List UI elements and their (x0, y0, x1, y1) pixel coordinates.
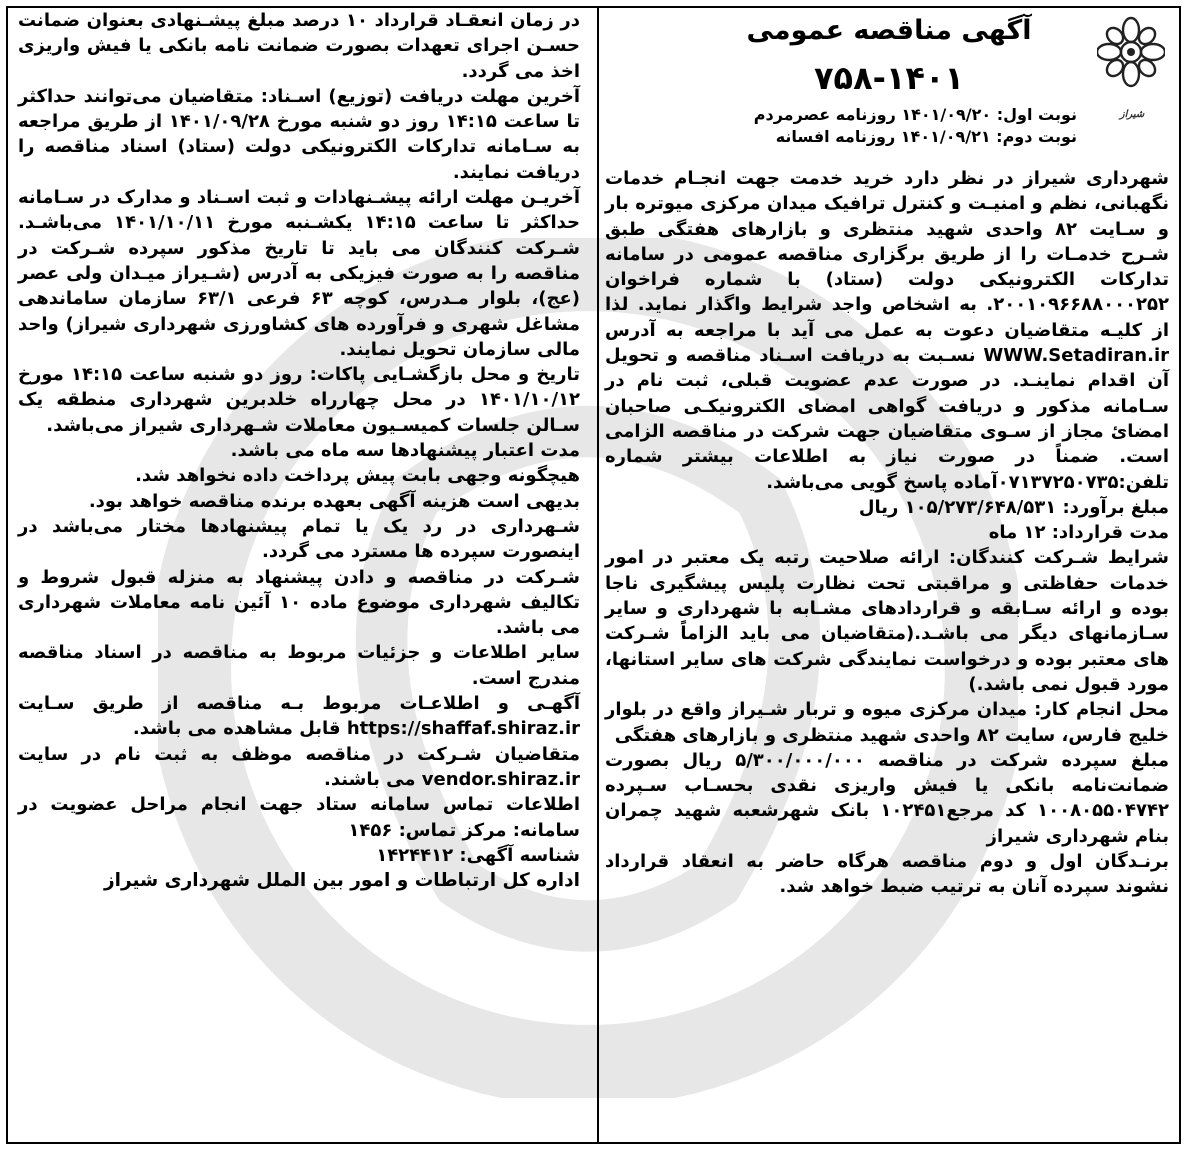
intro-paragraph: شهرداری شیراز در نظر دارد خرید خدمت جهت انجـام خدمات نگهبانی، نظم و امنیـت و کنترل ترافیک میدان مرکزی میوتره بار و سـایت ۸۲ واحدی شهید منتظری و بازارهای هفتگی طبق شـرح خدمـات را از طریق برگزاری مناقصه عمومی در سامانه تدارکات الکترونیکی دولت (ستاد) با شماره فراخوان ۲۰۰۱۰۹۶۶۸۸۰۰۰۲۵۲. به اشخاص واجد شرایط واگذار نماید. لذا از کلیـه متقاضیان دعوت به عمل می آید با مراجعه به آدرس WWW.Setadiran.ir نسـبت به دریافت اسـناد مناقصه و تحویل آن اقدام نماینـد. در صورت عدم عضویت قبلی، ثبت نام در سـامانه مذکور و دریافت گواهی امضای الکترونیکـی صاحبان امضائ مجاز از سـوی متقاضیان جهت شرکت در مناقصه الزامی است. ضمناً در صورت نیاز به اطلاعات بیشتر شماره تلفن:۰۷۱۳۷۲۵۰۷۳۵آماده پاسخ گویی می‌باشد. (605, 168, 1169, 493)
work-location: محل انجام کار: میدان مرکزی میوه و تربار شـیراز واقع در بلوار خلیج فارس، سایت ۸۲ واحدی شهید منتظری و بازارهای هفتگی (605, 699, 1169, 746)
contract-duration: مدت قرارداد: ۱۲ ماه (988, 522, 1169, 544)
website-info: آگهـی و اطلاعـات مربوط بـه مناقصه از طریق سـایت https://shaffaf.shiraz.ir قابل مشاهده می باشد. (18, 693, 580, 740)
vendor-registration: متقاضیان شـرکت در مناقصه موظف به ثبت نام در سایت vendor.shiraz.ir می باشند. (18, 743, 580, 790)
contact-info: اطلاعات تماس سامانه ستاد جهت انجام مراحل عضویت در سامانه: مرکز تماس: ۱۴۵۶ (18, 794, 580, 841)
rejection-right: شـهرداری در رد یک یا تمام پیشنهادها مختار می‌باشد در اینصورت سپرده ها مسترد می گردد. (18, 515, 580, 563)
performance-guarantee: در زمان انعقـاد قرارداد ۱۰ درصد مبلغ پیشـنهادی بعنوان ضمانت حسـن اجرای تعهدات بصورت ضمانت نامه بانکی یا فیش واریزی اخذ می گردد. (18, 10, 580, 82)
right-column (599, 8, 1179, 1144)
opening-date-location: تاریخ و محل بازگشـایی پاکات: روز دو شنبه ساعت ۱۴:۱۵ مورخ ۱۴۰۱/۱۰/۱۲ در محل چهارراه خلدبرین شهرداری منطقه یک سـالن جلسات کمیسـیون معاملات شـهرداری شیراز می‌باشد. (18, 364, 581, 436)
shiraz-municipality-logo-icon (1097, 16, 1165, 100)
publication-round-1: نوبت اول: ۱۴۰۱/۰۹/۲۰ روزنامه عصرمردم (753, 105, 1077, 124)
left-column (8, 8, 588, 1144)
notice-title: آگهی مناقصه عمومی (746, 15, 1032, 46)
tender-notice (6, 6, 1181, 1144)
acceptance-of-terms: شـرکت در مناقصه و دادن پیشنهاد به منزله قبول شروط و تکالیف شهرداری موضوع ماده ۱۰ آئین نامه معاملات شهرداری می باشد. (18, 566, 580, 639)
logo-caption: شیراز (1119, 109, 1145, 120)
publication-round-2: نوبت دوم: ۱۴۰۱/۰۹/۲۱ روزنامه افسانه (775, 127, 1077, 146)
deposit-amount: مبلغ سپرده شرکت در مناقصه ۵/۳۰۰/۰۰۰/۰۰۰ ریال بصورت ضمانت‌نامه بانکی یا فیش واریزی نقدی بحسـاب سـپرده ۱۰۰۸۰۵۵۰۴۷۴۲ کد مرجع۱۰۲۴۵۱ بانک شهرشعبه شهید چمران بنام شهرداری شیراز (605, 749, 1169, 847)
other-info: سایر اطلاعات و جزئیات مربوط به مناقصه در اسناد مناقصه مندرج است. (18, 642, 580, 689)
issuer-signature: اداره کل ارتباطات و امور بین الملل شهرداری شیراز (104, 870, 580, 892)
advert-cost: بدیهی است هزینه آگهی بعهده برنده مناقصه خواهد بود. (88, 490, 580, 512)
no-prepayment: هیچگونه وجهی بابت پیش پرداخت داده نخواهد شد. (135, 465, 580, 487)
proposal-deadline: آخریـن مهلت ارائه پیشـنهادات و ثبت اسـناد و مدارک در سـامانه حداکثر تا ساعت ۱۴:۱۵ یکشـنبه مورخ ۱۴۰۱/۱۰/۱۱ می‌باشـد. شـرکت کنندگان می باید تا تاریخ مذکور سپرده شـرکت در مناقصه را به صورت فیزیکی به آدرس (شـیراز میـدان ولی عصر (عج)، بلوار مـدرس، کوچه ۶۳ فرعی ۶۳/۱ سازمان ساماندهی مشاغل شهری و فرآورده های کشاورزی شهرداری شیراز) واحد مالی سازمان تحویل نمایند. (18, 187, 581, 360)
document-deadline: آخرین مهلت دریافت (توزیع) اسـناد: متقاضیان می‌توانند حداکثر تا ساعت ۱۴:۱۵ روز دو شنبه مورخ ۱۴۰۱/۰۹/۲۸ از طریق مراجعه به سـامانه تدارکات الکترونیکی دولت (ستاد) اسناد مناقصه را دریافت نمایند. (18, 85, 580, 183)
notice-id: شناسه آگهی: ۱۴۲۴۴۱۲ (376, 844, 580, 866)
notice-header (605, 12, 1169, 166)
winner-deposit-forfeit: برنـدگان اول و دوم مناقصه هرگاه حاضر به انعقاد قرارداد نشوند سپرده آنان به ترتیب ضبط خواهد شد. (605, 851, 1169, 898)
estimated-amount: مبلغ برآورد: ۱۰۵/۲۷۳/۶۴۸/۵۳۱ ریال (858, 496, 1169, 518)
participant-conditions: شرایط شـرکت کنندگان: ارائه صلاحیت رتبه یک معتبر در امور خدمات حفاظتی و مراقبتی تحت نظارت پلیس پیشگیری ناجا بوده و ارائه سـابقه و قراردادهای مشـابه با شهرداری و سایر سـازمانهای دیگر می باشـد.(متقاضیان می باید الزاماً شـرکت های معتبر بوده و درخواست نمایندگی شرکت های سایر استانها، مورد قبول نمی باشد.) (605, 547, 1169, 695)
proposal-validity: مدت اعتبار پیشنهادها سه ماه می باشد. (230, 440, 580, 462)
notice-number: ۷۵۸-۱۴۰۱ (814, 59, 964, 97)
